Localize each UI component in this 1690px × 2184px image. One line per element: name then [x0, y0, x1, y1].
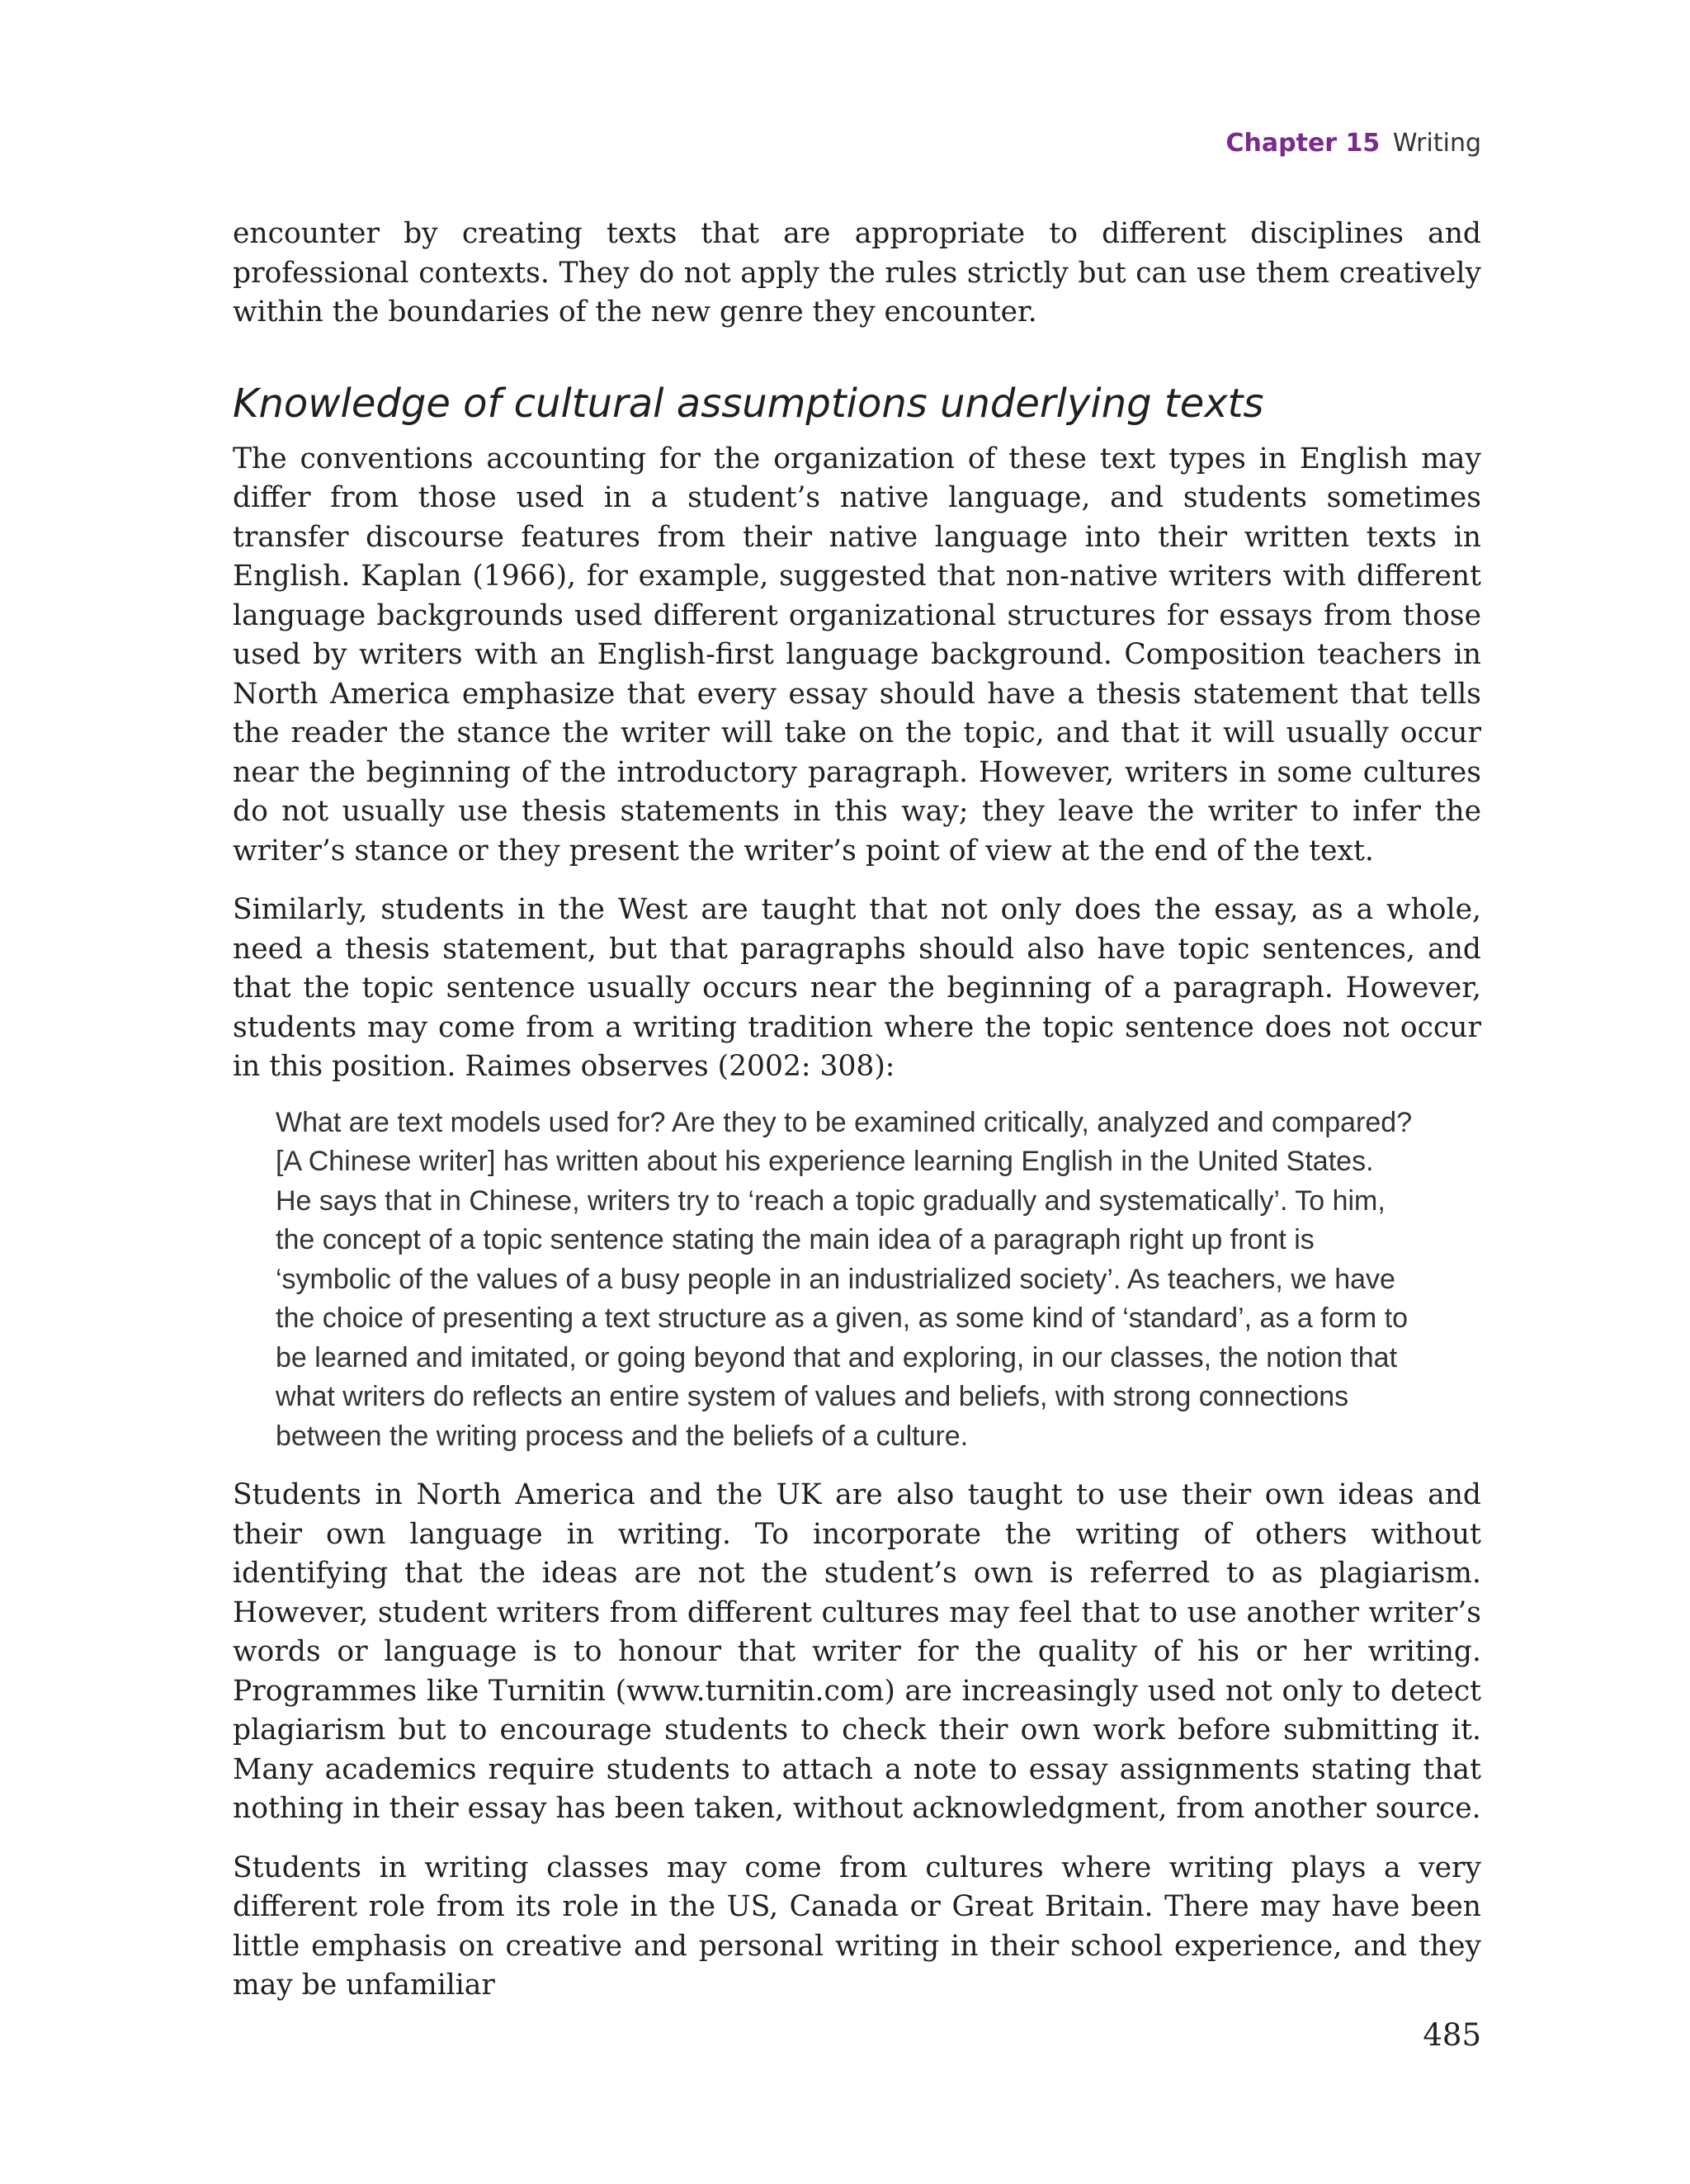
- paragraph-intro: encounter by creating texts that are appropriate to different disciplines and professional contexts. They do not apply the rules strictly but can use them creatively within the boundaries of the new genre they encounter.: [233, 217, 1481, 329]
- paragraph-conventions: The conventions accounting for the organization of these text types in English may differ from those used in a student’s native language, and students sometimes transfer discourse features from their native language into their written texts in English. Kaplan (1966), for example, suggested that non-native writers with different language backgrounds used different organizational structures for essays from those used by writers with an English-first language background. Composition teachers in North America emphasize that every essay should have a thesis statement that tells the reader the stance the writer will take on the topic, and that it will usually occur near the beginning of the introductory paragraph. However, writers in some cultures do not usually use thesis statements in this way; they leave the writer to infer the writer’s stance or they present the writer’s point of view at the end of the text.: [233, 442, 1481, 867]
- running-head: [1226, 127, 1481, 160]
- paragraph-writing-classes: Students in writing classes may come from cultures where writing plays a very different role from its role in the US, Canada or Great Britain. There may have been little emphasis on creative and personal writing in their school experience, and they may be unfamiliar: [233, 1851, 1481, 2002]
- paragraph-topic-sentences: Similarly, students in the West are taught that not only does the essay, as a whole, need a thesis statement, but that paragraphs should also have topic sentences, and that the topic sentence usually occurs near the beginning of a paragraph. However, students may come from a writing tradition where the topic sentence does not occur in this position. Raimes observes (2002: 308):: [233, 893, 1481, 1083]
- block-quote: What are text models used for? Are they to be examined critically, analyzed and compared? [A Chinese writer] has written about his experience learning English in the United States. He says that in Chinese, writers try to ‘reach a topic gradually and systematically’. To him, the concept of a topic sentence stating the main idea of a paragraph right up front is ‘symbolic of the values of a busy people in an industrialized society’. As teachers, we have the choice of presenting a text structure as a given, as some kind of ‘standard’, as a form to be learned and imitated, or going beyond that and exploring, in our classes, the notion that what writers do reflects an entire system of values and beliefs, with strong connections between the writing process and the beliefs of a culture.: [276, 1106, 1413, 1452]
- chapter-label: Chapter 15: [1225, 129, 1381, 158]
- page-number: 485: [1423, 2017, 1481, 2053]
- section-heading: Knowledge of cultural assumptions underlying texts: [233, 380, 1264, 427]
- page-content: [233, 215, 1481, 2026]
- paragraph-plagiarism: Students in North America and the UK are also taught to use their own ideas and their own language in writing. To incorporate the writing of others without identifying that the ideas are not the student’s own is referred to as plagiarism. However, student writers from different cultures may feel that to use another writer’s words or language is to honour that writer for the quality of his or her writing. Programmes like Turnitin (www.turnitin.com) are increasingly used not only to detect plagiarism but to encourage students to check their own work before submitting it. Many academics require students to attach a note to essay assignments stating that nothing in their essay has been taken, without acknowledgment, from another source.: [233, 1478, 1481, 1825]
- section-label: Writing: [1392, 129, 1481, 158]
